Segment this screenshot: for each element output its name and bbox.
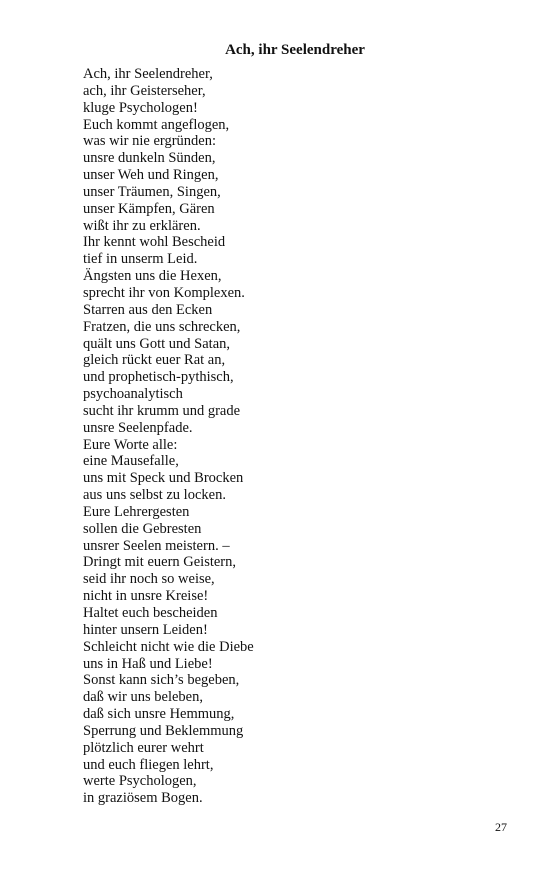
poem-line: Dringt mit euern Geistern, — [83, 554, 237, 571]
poem-line: unser Weh und Ringen, — [83, 167, 219, 184]
poem-line: seid ihr noch so weise, — [83, 571, 215, 588]
poem-line: uns in Haß und Liebe! — [83, 655, 213, 672]
poem-line: Eure Lehrergesten — [83, 503, 190, 520]
poem-line: Sperrung und Beklemmung — [83, 722, 244, 739]
poem-line: wißt ihr zu erklären. — [83, 217, 201, 234]
poem-line: in graziösem Bogen. — [83, 790, 203, 807]
poem-line: tief in unserm Leid. — [83, 251, 198, 268]
poem-line: werte Psychologen, — [83, 773, 197, 790]
poem-line: kluge Psychologen! — [83, 99, 198, 116]
poem-line: unsre Seelenpfade. — [83, 419, 193, 436]
poem-line: unsrer Seelen meistern. – — [83, 537, 230, 554]
poem-line: Haltet euch bescheiden — [83, 605, 218, 621]
poem-line: unser Träumen, Singen, — [83, 183, 221, 200]
poem-line: Ängsten uns die Hexen, — [83, 268, 222, 285]
poem-title: Ach, ihr Seelendreher — [225, 42, 365, 58]
poem-line: Starren aus den Ecken — [83, 301, 213, 318]
poem-line: eine Mausefalle, — [83, 453, 179, 470]
poem-line: und prophetisch-pythisch, — [83, 369, 234, 386]
poem-line: Sonst kann sich’s begeben, — [83, 672, 240, 689]
poem-line: hinter unsern Leiden! — [83, 621, 208, 638]
poem-body — [83, 66, 254, 807]
poem-line: was wir nie ergründen: — [83, 133, 217, 150]
poem-line: unsre dunkeln Sünden, — [83, 150, 216, 167]
poem-line: Ihr kennt wohl Bescheid — [83, 234, 226, 251]
poem-line: daß sich unsre Hemmung, — [83, 706, 235, 723]
poem-line: quält uns Gott und Satan, — [83, 335, 231, 352]
poem-line: und euch fliegen lehrt, — [83, 756, 214, 773]
poem-line: unser Kämpfen, Gären — [83, 200, 215, 217]
poem-line: uns mit Speck und Brocken — [83, 470, 244, 487]
poem-line: Euch kommt angeflogen, — [83, 116, 230, 133]
poem-line: sucht ihr krumm und grade — [83, 402, 241, 419]
poem-line: aus uns selbst zu locken. — [83, 487, 226, 504]
poem-line: nicht in unsre Kreise! — [83, 588, 209, 605]
poem-line: plötzlich eurer wehrt — [83, 739, 204, 756]
poem-line: Fratzen, die uns schrecken, — [83, 318, 241, 335]
poem-line: Eure Worte alle: — [83, 436, 178, 453]
poem-line: ach, ihr Geisterseher, — [83, 82, 206, 99]
poem-line: psychoanalytisch — [83, 386, 183, 403]
poem-line: Ach, ihr Seelendreher, — [83, 66, 213, 82]
poem-line: sollen die Gebresten — [83, 520, 202, 537]
poem-line: sprecht ihr von Komplexen. — [83, 284, 245, 301]
poem-line: daß wir uns beleben, — [83, 689, 203, 706]
page-number: 27 — [495, 820, 507, 834]
poem-line: Schleicht nicht wie die Diebe — [83, 638, 254, 655]
poem-line: gleich rückt euer Rat an, — [83, 352, 226, 369]
